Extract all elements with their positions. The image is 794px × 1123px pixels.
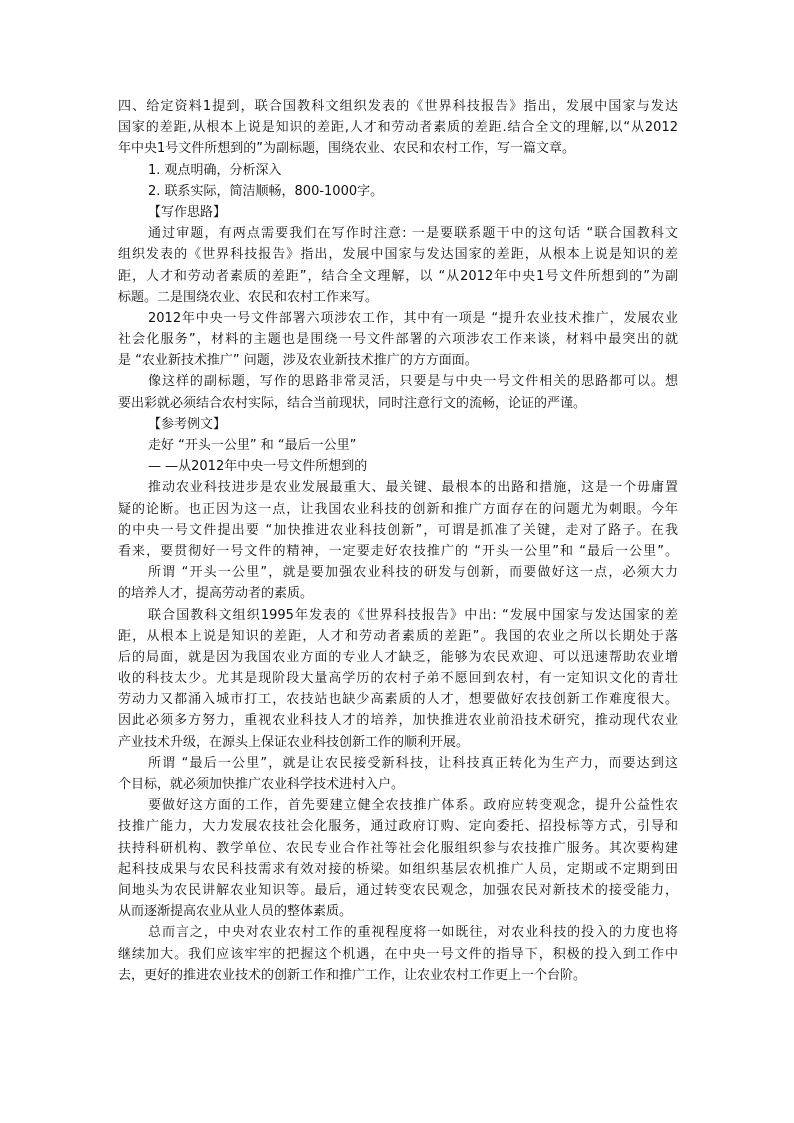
- text-line: 距，从根本上说是知识的差距，人才和劳动者素质的差距”。我国的农业之所以长期处于落: [118, 628, 678, 644]
- text-line: 是 “农业新技术推广” 问题，涉及农业新技术推广的方方面面。: [118, 353, 478, 369]
- text-line: 要出彩就必须结合农村实际，结合当前现状，同时注意行文的流畅，论证的严谨。: [118, 395, 587, 411]
- text-line: 组织发表的《世界科技报告》指出，发展中国家与发达国家的差距，从根本上说是知识的差: [118, 247, 678, 263]
- text-line: 的中央一号文件提出要 “加快推进农业科技创新”，可谓是抓准了关键，走对了路子。在我: [118, 522, 678, 538]
- text-line: 四、给定资料1提到，联合国教科文组织发表的《世界科技报告》指出，发展中国家与发达: [118, 99, 678, 114]
- text-line: 继续加大。我们应该牢牢的把握这个机遇，在中央一号文件的指导下，积极的投入到工作中: [118, 946, 678, 962]
- text-line: 收的科技太少。尤其是现阶段大量高学历的农村子弟不愿回到农村，有一定知识文化的青壮: [118, 671, 678, 687]
- text-line: 推动农业科技进步是农业发展最重大、最关键、最根本的出路和措施，这是一个毋庸置: [148, 480, 678, 496]
- text-line: 年中央1号文件所想到的”为副标题，围绕农业、农民和农村工作，写一篇文章。: [118, 141, 576, 157]
- text-line: 技推广能力，大力发展农技社会化服务，通过政府订购、定向委托、招投标等方式，引导和: [118, 819, 678, 835]
- text-line: 【参考例文】: [148, 416, 227, 432]
- text-line: 2012年中央一号文件部署六项涉农工作，其中有一项是 “提升农业技术推广，发展农业: [148, 310, 678, 326]
- text-line: 个目标，就必须加快推广农业科学技术进村入户。: [118, 777, 405, 792]
- text-line: 要做好这方面的工作，首先要建立健全农技推广体系。政府应转变观念，提升公益性农: [148, 798, 678, 814]
- text-line: 标题。二是围绕农业、农民和农村工作来写。: [118, 289, 379, 305]
- text-line: 国家的差距,从根本上说是知识的差距,人才和劳动者素质的差距.结合全文的理解,以“从2012: [118, 120, 678, 136]
- text-line: — —从2012年中央一号文件所想到的: [148, 459, 368, 475]
- text-line: 通过审题，有两点需要我们在写作时注意: 一是要联系题干中的这句话 “联合国教科文: [148, 226, 678, 242]
- text-line: 看来，要贯彻好一号文件的精神，一定要走好农技推广的 “开头一公里”和 “最后一公里”。: [118, 543, 678, 559]
- text-line: 疑的论断。也正因为这一点，让我国农业科技的创新和推广方面存在的问题尤为刺眼。今年: [118, 501, 678, 517]
- text-line: 【写作思路】: [148, 204, 227, 220]
- text-line: 扶持科研机构、教学单位、农民专业合作社等社会化服组织参与农技推广服务。其次要构建: [118, 840, 678, 856]
- text-line: 的培养人才，提高劳动者的素质。: [118, 586, 314, 602]
- text-line: 所谓 “最后一公里”，就是让农民接受新科技，让科技真正转化为生产力，而要达到这: [148, 755, 678, 771]
- document-page: [118, 96, 678, 986]
- text-line: 间地头为农民讲解农业知识等。最后，通过转变农民观念，加强农民对新技术的接受能力，: [118, 882, 678, 898]
- text-line: 起科技成果与农民科技需求有效对接的桥梁。如组织基层农机推广人员，定期或不定期到田: [118, 861, 678, 877]
- text-line: 总而言之，中央对农业农村工作的重视程度将一如既往，对农业科技的投入的力度也将: [148, 925, 678, 941]
- text-line: 距，人才和劳动者素质的差距”，结合全文理解，以 “从2012年中央1号文件所想到的”为副: [118, 268, 678, 284]
- text-line: 2. 联系实际，简洁顺畅，800-1000字。: [148, 183, 384, 199]
- text-line: 1. 观点明确，分析深入: [148, 162, 282, 178]
- text-line: 因此必须多方努力，重视农业科技人才的培养，加快推进农业前沿技术研究，推动现代农业: [118, 713, 678, 729]
- text-line: 劳动力又都涌入城市打工，农技站也缺少高素质的人才，想要做好农技创新工作难度很大。: [118, 692, 678, 708]
- text-line: 所谓 “开头一公里”，就是要加强农业科技的研发与创新，而要做好这一点，必须大力: [148, 565, 678, 581]
- text-line: 联合国教科文组织1995年发表的《世界科技报告》中出: “发展中国家与发达国家的差: [148, 607, 678, 623]
- text-line: 产业技术升级，在源头上保证农业科技创新工作的顺利开展。: [118, 734, 470, 750]
- text-line: 从而逐渐提高农业从业人员的整体素质。: [118, 904, 353, 920]
- text-line: 走好 “开头一公里” 和 “最后一公里”: [148, 438, 357, 453]
- text-line: 后的局面，就是因为我国农业方面的专业人才缺乏，能够为农民欢迎、可以迅速帮助农业增: [118, 649, 678, 665]
- text-line: 社会化服务”，材料的主题也是围绕一号文件部署的六项涉农工作来谈，材料中最突出的就: [118, 332, 678, 348]
- text-line: 像这样的副标题，写作的思路非常灵活，只要是与中央一号文件相关的思路都可以。想: [148, 374, 678, 390]
- text-line: 去，更好的推进农业技术的创新工作和推广工作，让农业农村工作更上一个台阶。: [118, 967, 587, 983]
